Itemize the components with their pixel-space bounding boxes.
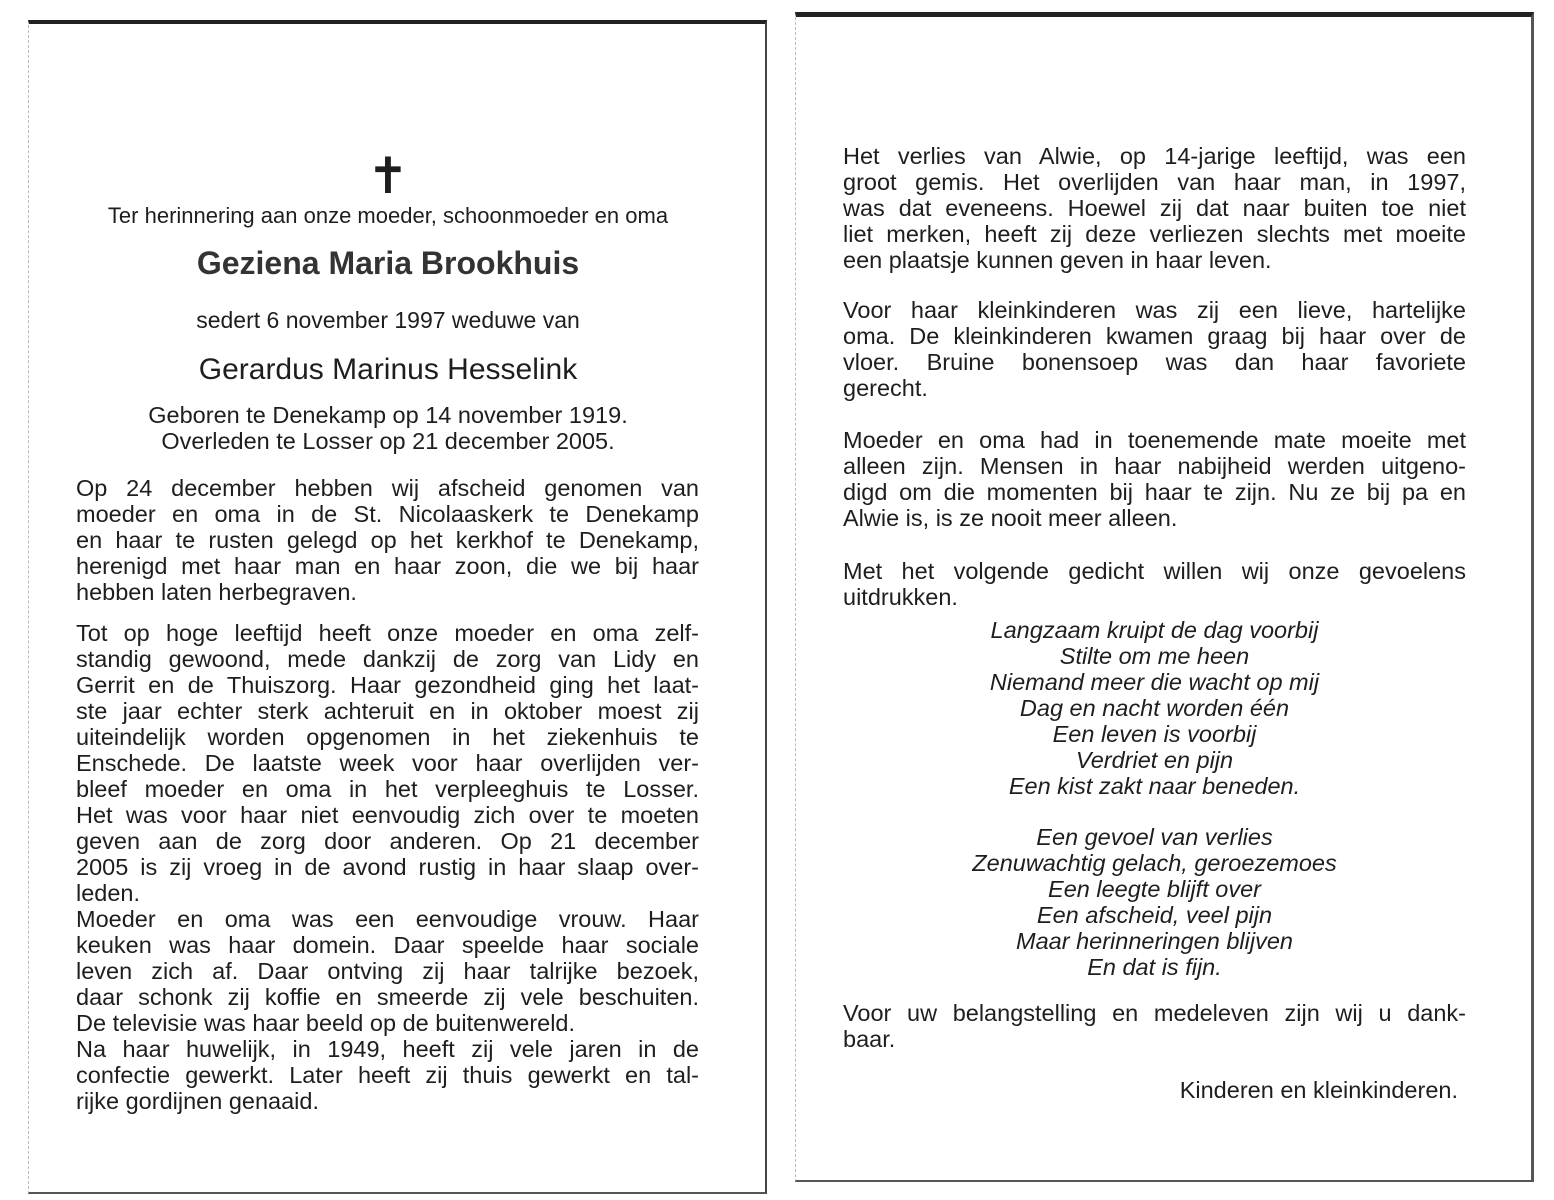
text-line: geven aan de zorg door anderen. Op 21 december xyxy=(76,828,699,854)
text-line: Een gevoel van verlies xyxy=(1036,824,1273,850)
text-line: en haar te rusten gelegd op het kerkhof te Denekamp, xyxy=(76,527,699,553)
left-paragraph-1 xyxy=(76,475,699,605)
intro-text: Ter herinnering aan onze moeder, schoonmoeder en oma xyxy=(107,203,669,228)
text-line: 2005 is zij vroeg in de avond rustig in haar slaap over- xyxy=(76,854,699,880)
right-paragraph-4 xyxy=(843,558,1466,610)
text-line: Enschede. De laatste week voor haar overlijden ver- xyxy=(76,750,699,776)
text-line: baar. xyxy=(843,1026,896,1052)
text-line: Een kist zakt naar beneden. xyxy=(1008,773,1301,799)
text-line: Voor haar kleinkinderen was zij een lieve, hartelijke xyxy=(843,297,1466,323)
text-line: bleef moeder en oma in het verpleeghuis te Losser. xyxy=(76,776,699,802)
widow-line: sedert 6 november 1997 weduwe van xyxy=(196,307,580,333)
text-line: keuken was haar domein. Daar speelde haar sociale xyxy=(76,932,699,958)
text-line: Een leegte blijft over xyxy=(1048,876,1261,902)
text-line: was dat eveneens. Hoewel zij dat naar buiten toe niet xyxy=(843,195,1466,221)
signature: Kinderen en kleinkinderen. xyxy=(1179,1077,1458,1103)
text-line: Een afscheid, veel pijn xyxy=(1036,902,1273,928)
text-line: Een leven is voorbij xyxy=(1052,721,1257,747)
text-line: rijke gordijnen genaaid. xyxy=(76,1088,319,1114)
closing-text xyxy=(843,1000,1466,1052)
text-line: Op 24 december hebben wij afscheid genomen van xyxy=(76,475,699,501)
text-line: liet merken, heeft zij deze verliezen slechts met moeite xyxy=(843,221,1466,247)
text-line: De televisie was haar beeld op de buitenwereld. xyxy=(76,1010,576,1036)
text-line: Het was voor haar niet eenvoudig zich over te moeten xyxy=(76,802,699,828)
text-line: Zenuwachtig gelach, geroezemoes xyxy=(972,850,1337,876)
poem-stanza-1 xyxy=(843,617,1466,799)
text-line: standig gewoond, mede dankzij de zorg van Lidy en xyxy=(76,646,699,672)
spouse-name: Gerardus Marinus Hesselink xyxy=(198,353,578,386)
text-line: moeder en oma in de St. Nicolaaskerk te Denekamp xyxy=(76,501,699,527)
text-line: Voor uw belangstelling en medeleven zijn wij u dank- xyxy=(843,1000,1466,1026)
text-line: oma. De kleinkinderen kwamen graag bij haar over de xyxy=(843,323,1466,349)
text-line: Het verlies van Alwie, op 14-jarige leeftijd, was een xyxy=(843,143,1466,169)
text-line: vloer. Bruine bonensoep was dan haar favoriete xyxy=(843,349,1466,375)
text-line: digd om die momenten bij haar te zijn. Nu ze bij pa en xyxy=(843,479,1466,505)
left-paragraph-2 xyxy=(76,620,699,1114)
text-line: een plaatsje kunnen geven in haar leven. xyxy=(843,247,1272,273)
birth-line: Geboren te Denekamp op 14 november 1919. xyxy=(148,402,628,428)
text-line: Niemand meer die wacht op mij xyxy=(989,669,1320,695)
right-paragraph-1 xyxy=(843,143,1466,273)
poem-stanza-2 xyxy=(843,824,1466,980)
deceased-name: Geziena Maria Brookhuis xyxy=(196,245,580,281)
text-line: ste jaar echter sterk achteruit en in oktober moest zij xyxy=(76,698,699,724)
text-line: daar schonk zij koffie en smeerde zij vele beschuiten. xyxy=(76,984,699,1010)
text-line: Gerrit en de Thuiszorg. Haar gezondheid ging het laat- xyxy=(76,672,699,698)
text-line: alleen zijn. Mensen in haar nabijheid werden uitgeno- xyxy=(843,453,1466,479)
text-line: uiteindelijk worden opgenomen in het ziekenhuis te xyxy=(76,724,699,750)
text-line: Verdriet en pijn xyxy=(1075,747,1234,773)
text-line: confectie gewerkt. Later heeft zij thuis gewerkt en tal- xyxy=(76,1062,699,1088)
text-line: Dag en nacht worden één xyxy=(1019,695,1290,721)
text-line: Tot op hoge leeftijd heeft onze moeder en oma zelf- xyxy=(76,620,699,646)
text-line: Met het volgende gedicht willen wij onze gevoelens xyxy=(843,558,1466,584)
text-line: Moeder en oma had in toenemende mate moeite met xyxy=(843,427,1466,453)
text-line: gerecht. xyxy=(843,375,928,401)
cross-icon: ✝ xyxy=(367,148,409,204)
text-line: Alwie is, is ze nooit meer alleen. xyxy=(843,505,1178,531)
text-line: leven zich af. Daar ontving zij haar talrijke bezoek, xyxy=(76,958,699,984)
text-line: groot gemis. Het overlijden van haar man, in 1997, xyxy=(843,169,1466,195)
text-line: leden. xyxy=(76,880,141,906)
text-line: Moeder en oma was een eenvoudige vrouw. Haar xyxy=(76,906,699,932)
text-line: Langzaam kruipt de dag voorbij xyxy=(990,617,1319,643)
text-line: En dat is fijn. xyxy=(1087,954,1222,980)
right-paragraph-3 xyxy=(843,427,1466,531)
text-line: hebben laten herbegraven. xyxy=(76,579,357,605)
text-line: Na haar huwelijk, in 1949, heeft zij vele jaren in de xyxy=(76,1036,699,1062)
right-paragraph-2 xyxy=(843,297,1466,401)
death-line: Overleden te Losser op 21 december 2005. xyxy=(161,428,615,454)
text-line: herenigd met haar man en haar zoon, die we bij haar xyxy=(76,553,699,579)
text-line: Maar herinneringen blijven xyxy=(1016,928,1293,954)
text-line: Stilte om me heen xyxy=(1059,643,1250,669)
text-line: uitdrukken. xyxy=(843,584,958,610)
